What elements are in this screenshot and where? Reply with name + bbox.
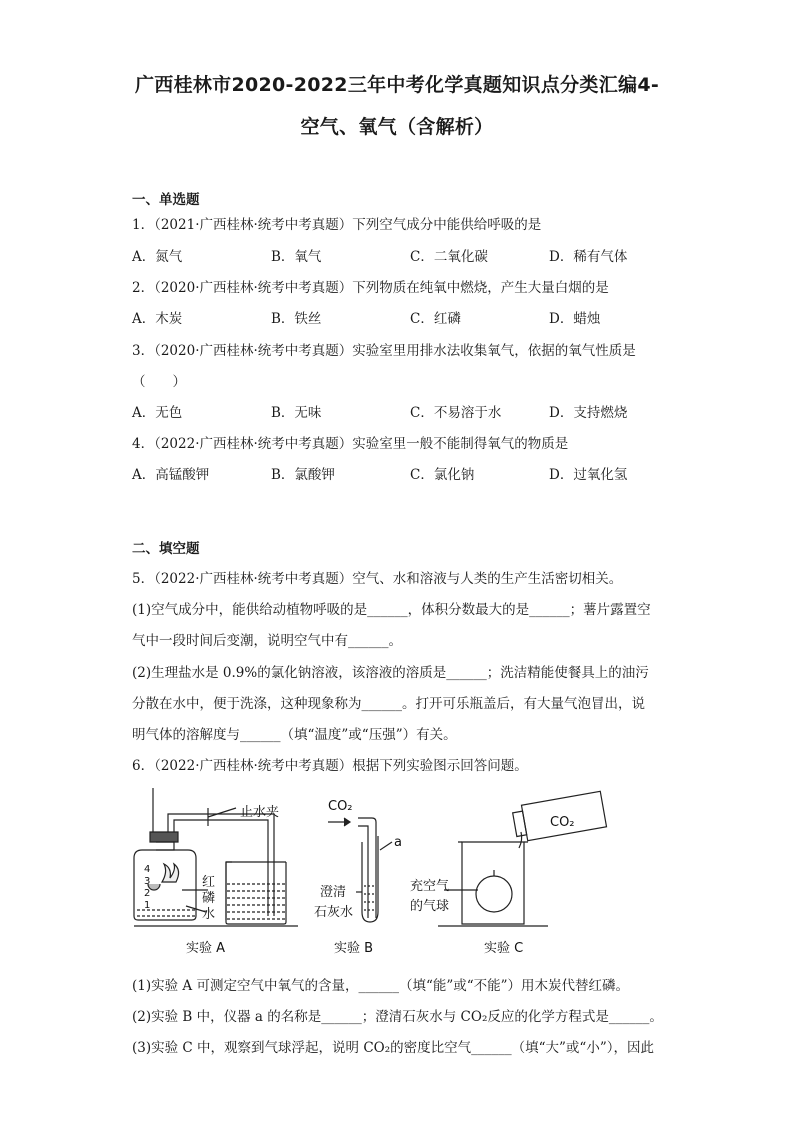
- experiment-figure: [128, 786, 628, 958]
- question-2-option-d[interactable]: D．蜡烛: [549, 311, 601, 327]
- question-3-option-b[interactable]: B．无味: [271, 405, 322, 421]
- question-5-part2-line1: (2)生理盐水是 0.9%的氯化钠溶液，该溶液的溶质是______；洗洁精能使餐具上的油污: [132, 665, 649, 681]
- figure-b-a-label: a: [394, 835, 402, 850]
- question-6-part2: (2)实验 B 中，仪器 a 的名称是______；澄清石灰水与 CO₂反应的化学方程式是______。: [132, 1009, 663, 1025]
- figure-b-co2-label: CO₂: [328, 799, 353, 814]
- figure-a-mark-4: 4: [144, 864, 151, 875]
- figure-b-lime-1: 澄清: [320, 885, 347, 900]
- question-1-option-c[interactable]: C．二氧化碳: [410, 249, 488, 265]
- question-3-stem: 3．（2020·广西桂林·统考中考真题）实验室里用排水法收集氧气，依据的氧气性质是: [132, 343, 636, 359]
- figure-c-balloon-2: 的气球: [410, 899, 450, 914]
- question-4-option-a[interactable]: A．高锰酸钾: [132, 467, 210, 483]
- question-2-stem: 2．（2020·广西桂林·统考中考真题）下列物质在纯氧中燃烧，产生大量白烟的是: [132, 280, 609, 296]
- section-heading-single-choice: 一、单选题: [132, 192, 200, 208]
- question-5-part2-line3: 明气体的溶解度与______（填“温度”或“压强”）有关。: [132, 727, 457, 743]
- question-5-part1-line1: (1)空气成分中，能供给动植物呼吸的是______，体积分数最大的是______；薯片露置空: [132, 602, 651, 618]
- question-1-option-a[interactable]: A．氮气: [132, 249, 183, 265]
- question-1-option-d[interactable]: D．稀有气体: [549, 249, 628, 265]
- figure-a-caption: 实验 A: [186, 941, 226, 956]
- figure-c-caption: 实验 C: [484, 941, 524, 956]
- question-3-answer-bracket: （ ）: [132, 374, 186, 390]
- question-1-stem: 1．（2021·广西桂林·统考中考真题）下列空气成分中能供给呼吸的是: [132, 217, 542, 233]
- figure-b-lime-2: 石灰水: [314, 905, 354, 920]
- question-5-stem: 5．（2022·广西桂林·统考中考真题）空气、水和溶液与人类的生产生活密切相关。: [132, 571, 623, 587]
- question-1-option-b[interactable]: B．氧气: [271, 249, 322, 265]
- question-3-option-a[interactable]: A．无色: [132, 405, 183, 421]
- question-4-option-d[interactable]: D．过氧化氢: [549, 467, 628, 483]
- question-4-option-c[interactable]: C．氯化钠: [410, 467, 475, 483]
- document-title-line2: 空气、氧气（含解析）: [300, 116, 494, 138]
- question-3-option-d[interactable]: D．支持燃烧: [549, 405, 628, 421]
- question-2-option-a[interactable]: A．木炭: [132, 311, 183, 327]
- document-title-line1: 广西桂林市2020-2022三年中考化学真题知识点分类汇编4-: [134, 74, 660, 96]
- figure-a-water-label: 水: [202, 907, 216, 922]
- question-4-option-b[interactable]: B．氯酸钾: [271, 467, 335, 483]
- figure-c-balloon-1: 充空气: [410, 879, 450, 894]
- question-2-option-b[interactable]: B．铁丝: [271, 311, 322, 327]
- figure-a-mark-3: 3: [144, 876, 151, 887]
- question-5-part1-line2: 气中一段时间后变潮，说明空气中有______。: [132, 633, 402, 649]
- question-6-part1: (1)实验 A 可测定空气中氧气的含量，______（填“能”或“不能”）用木炭代替红磷。: [132, 978, 630, 994]
- figure-a-mark-1: 1: [144, 900, 151, 911]
- figure-c-co2-label: CO₂: [550, 815, 575, 830]
- figure-a-clamp-label: 止水夹: [240, 805, 280, 820]
- figure-a-red-phosphorus-1: 红: [202, 875, 216, 890]
- question-5-part2-line2: 分散在水中，便于洗涤，这种现象称为______。打开可乐瓶盖后，有大量气泡冒出，说: [132, 696, 645, 712]
- figure-b-caption: 实验 B: [334, 941, 374, 956]
- question-3-option-c[interactable]: C．不易溶于水: [410, 405, 502, 421]
- question-6-stem: 6．（2022·广西桂林·统考中考真题）根据下列实验图示回答问题。: [132, 758, 528, 774]
- section-heading-fill-in: 二、填空题: [132, 541, 200, 557]
- question-4-stem: 4．（2022·广西桂林·统考中考真题）实验室里一般不能制得氧气的物质是: [132, 436, 569, 452]
- question-6-part3: (3)实验 C 中，观察到气球浮起，说明 CO₂的密度比空气______（填“大”或“小”），因此: [132, 1040, 654, 1056]
- figure-a-mark-2: 2: [144, 888, 151, 899]
- question-2-option-c[interactable]: C．红磷: [410, 311, 461, 327]
- figure-a-red-phosphorus-2: 磷: [202, 891, 216, 906]
